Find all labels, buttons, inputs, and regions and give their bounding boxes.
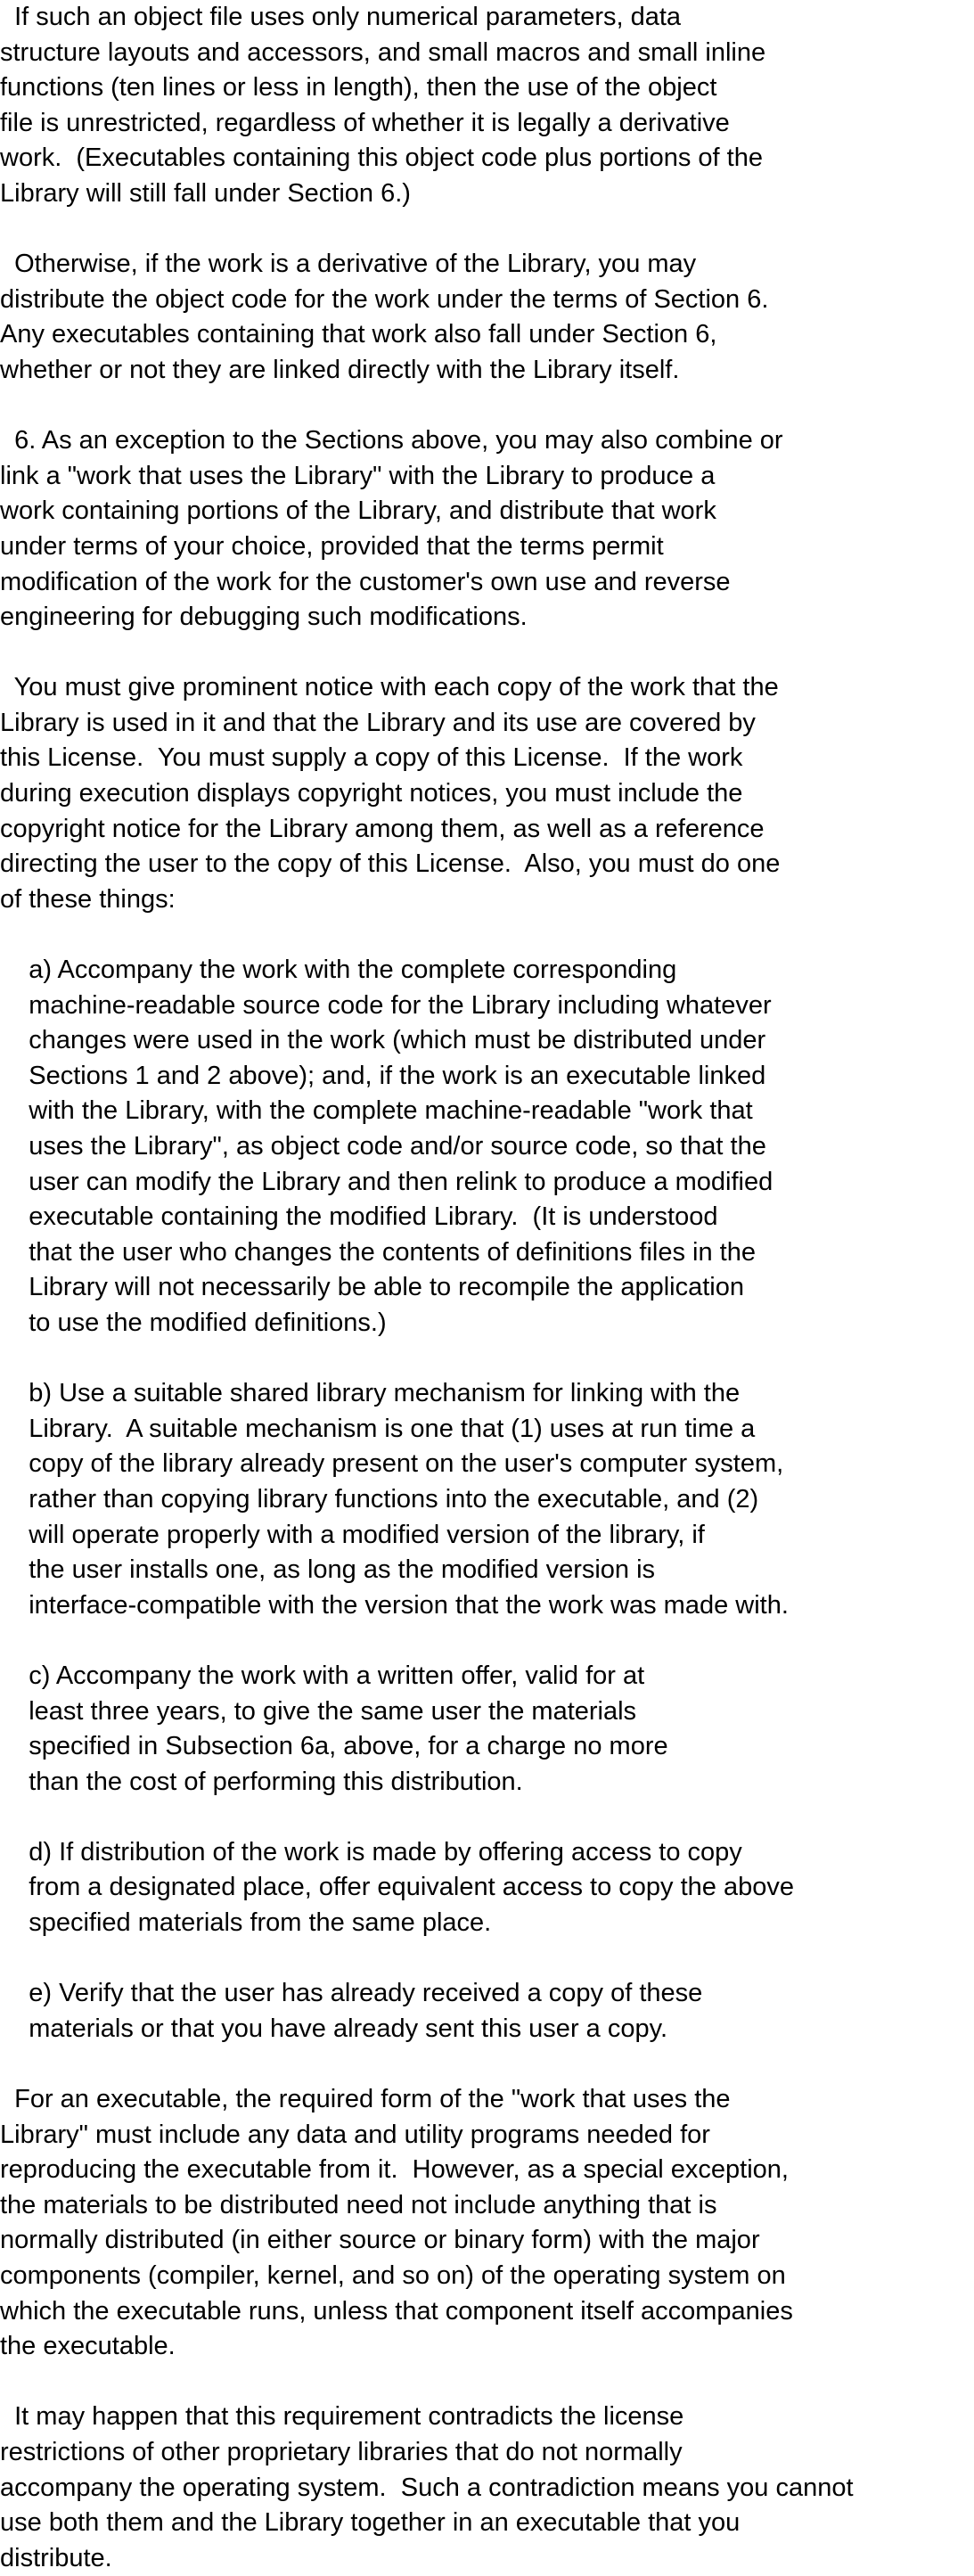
text-line: Library is used in it and that the Library and its use are covered by <box>0 708 756 737</box>
text-line: distribute the object code for the work under the terms of Section 6. <box>0 284 769 314</box>
blank-line <box>0 2365 974 2400</box>
blank-line <box>0 1341 974 1377</box>
text-line: Library will still fall under Section 6.) <box>0 178 411 208</box>
text-line: during execution displays copyright notices, you must include the <box>0 779 743 808</box>
blank-line <box>0 2047 974 2082</box>
text-line: the user installs one, as long as the modified version is <box>0 1555 656 1585</box>
text-line: work. (Executables containing this object code plus portions of the <box>0 144 763 173</box>
text-line: the executable. <box>0 2332 176 2361</box>
text-line: interface-compatible with the version that the work was made with. <box>0 1590 789 1620</box>
text-line: of these things: <box>0 884 176 914</box>
blank-line <box>0 917 974 953</box>
text-line: to use the modified definitions.) <box>0 1308 387 1337</box>
text-line: c) Accompany the work with a written offer, valid for at <box>0 1661 645 1690</box>
text-line: normally distributed (in either source or binary form) with the major <box>0 2226 760 2255</box>
text-line: use both them and the Library together in an executable that you <box>0 2508 741 2538</box>
text-line: specified in Subsection 6a, above, for a charge no more <box>0 1732 668 1761</box>
text-line: executable containing the modified Library. (It is understood <box>0 1202 718 1232</box>
text-line: d) If distribution of the work is made by offering access to copy <box>0 1837 742 1866</box>
text-line: file is unrestricted, regardless of whether it is legally a derivative <box>0 108 730 137</box>
text-line: distribute. <box>0 2543 112 2572</box>
text-line: reproducing the executable from it. However, as a special exception, <box>0 2155 789 2185</box>
text-line: uses the Library", as object code and/or source code, so that the <box>0 1132 766 1161</box>
text-line: than the cost of performing this distribution. <box>0 1767 523 1796</box>
text-line: a) Accompany the work with the complete corresponding <box>0 956 677 985</box>
text-line: e) Verify that the user has already received a copy of these <box>0 1979 703 2008</box>
text-line: from a designated place, offer equivalent access to copy the above <box>0 1873 794 1902</box>
text-line: least three years, to give the same user the materials <box>0 1696 637 1726</box>
text-line: which the executable runs, unless that component itself accompanies <box>0 2296 793 2326</box>
text-line: Otherwise, if the work is a derivative of the Library, you may <box>0 250 697 279</box>
text-line: specified materials from the same place. <box>0 1908 492 1938</box>
blank-line <box>0 1800 974 1835</box>
text-line: structure layouts and accessors, and small macros and small inline <box>0 37 766 67</box>
text-line: b) Use a suitable shared library mechanism for linking with the <box>0 1379 741 1408</box>
text-line: work containing portions of the Library, and distribute that work <box>0 496 716 526</box>
text-line: rather than copying library functions into the executable, and (2) <box>0 1484 759 1514</box>
text-line: accompany the operating system. Such a contradiction means you cannot <box>0 2473 854 2502</box>
text-line: under terms of your choice, provided that the terms permit <box>0 531 664 561</box>
text-line: user can modify the Library and then relink to produce a modified <box>0 1167 773 1196</box>
text-line: machine-readable source code for the Library including whatever <box>0 990 772 1020</box>
text-line: link a "work that uses the Library" with the Library to produce a <box>0 461 716 490</box>
text-line: functions (ten lines or less in length), then the use of the object <box>0 73 717 103</box>
text-line: Library will not necessarily be able to recompile the application <box>0 1273 744 1302</box>
text-line: If such an object file uses only numerical parameters, data <box>0 3 682 31</box>
text-line: You must give prominent notice with each copy of the work that the <box>0 673 779 702</box>
text-line: will operate properly with a modified version of the library, if <box>0 1520 705 1549</box>
text-line: 6. As an exception to the Sections above, you may also combine or <box>0 426 783 455</box>
text-line: restrictions of other proprietary libraries that do not normally <box>0 2437 683 2466</box>
text-line: modification of the work for the customer's own use and reverse <box>0 567 731 596</box>
text-line: the materials to be distributed need not include anything that is <box>0 2190 717 2219</box>
text-line: directing the user to the copy of this License. Also, you must do one <box>0 849 781 879</box>
text-line: Any executables containing that work also fall under Section 6, <box>0 320 717 349</box>
text-line: copyright notice for the Library among them, as well as a reference <box>0 814 765 843</box>
blank-line <box>0 1941 974 1977</box>
text-line: For an executable, the required form of the "work that uses the <box>0 2085 731 2114</box>
blank-line <box>0 636 974 671</box>
blank-line <box>0 1623 974 1659</box>
text-line: engineering for debugging such modifications. <box>0 603 528 632</box>
text-line: Sections 1 and 2 above); and, if the work is an executable linked <box>0 1061 766 1090</box>
text-line: Library. A suitable mechanism is one that (1) uses at run time a <box>0 1414 756 1443</box>
text-line: It may happen that this requirement contradicts the license <box>0 2402 684 2432</box>
text-line: changes were used in the work (which must be distributed under <box>0 1026 766 1055</box>
text-line: whether or not they are linked directly with the Library itself. <box>0 355 680 384</box>
text-line: components (compiler, kernel, and so on) of the operating system on <box>0 2261 786 2290</box>
text-line: with the Library, with the complete machine-readable "work that <box>0 1096 753 1126</box>
text-line: this License. You must supply a copy of this License. If the work <box>0 743 743 773</box>
text-line: copy of the library already present on the user's computer system, <box>0 1449 784 1479</box>
text-line: materials or that you have already sent this user a copy. <box>0 2014 668 2043</box>
text-line: Library" must include any data and utility programs needed for <box>0 2120 710 2149</box>
blank-line <box>0 212 974 248</box>
blank-line <box>0 389 974 424</box>
text-line: that the user who changes the contents of definitions files in the <box>0 1237 756 1267</box>
